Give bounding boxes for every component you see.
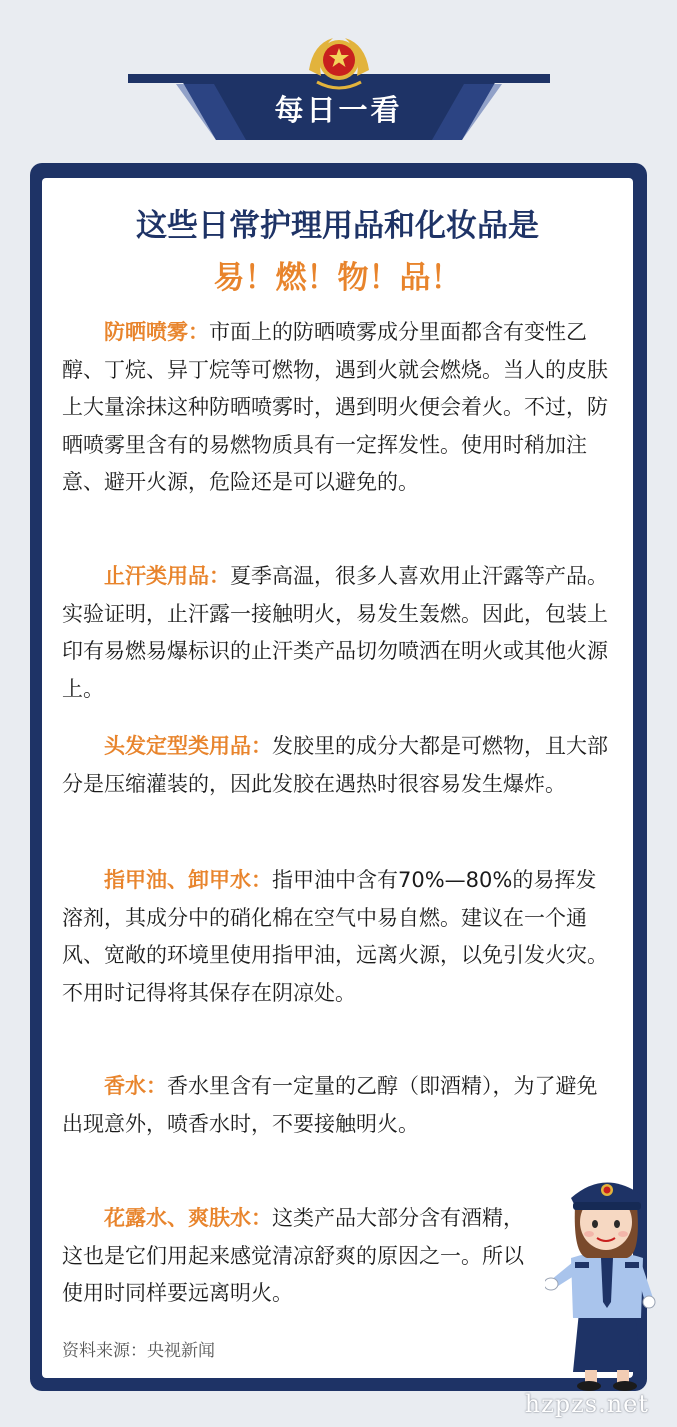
- section-toner: [62, 1200, 538, 1313]
- section-text: 发胶里的成分大都是可燃物，且大部分是压缩灌装的，因此发胶在遇热时很容易发生爆炸。: [62, 734, 608, 796]
- section-text: 指甲油中含有70%—80%的易挥发溶剂，其成分中的硝化棉在空气中易自燃。建议在一个通风、宽敞的环境里使用指甲油，远离火源，以免引发火灾。不用时记得将其保存在阴凉处。: [62, 868, 608, 1005]
- section-hair-styling: [62, 728, 614, 803]
- banner-title: 每日一看: [274, 93, 403, 127]
- section-keyword: 香水：: [104, 1074, 167, 1098]
- section-nail-polish: [62, 862, 614, 1012]
- section-keyword: 止汗类用品：: [104, 564, 230, 588]
- article-subheadline: 易！燃！物！品！: [213, 260, 462, 296]
- section-keyword: 花露水、爽肤水：: [104, 1206, 272, 1230]
- section-sunscreen-spray: [62, 314, 614, 502]
- article-headline: 这些日常护理用品和化妆品是: [136, 208, 539, 244]
- source-note: 资料来源：央视新闻: [62, 1341, 215, 1361]
- section-keyword: 头发定型类用品：: [104, 734, 272, 758]
- section-keyword: 指甲油、卸甲水：: [104, 868, 272, 892]
- section-text: 市面上的防晒喷雾成分里面都含有变性乙醇、丁烷、异丁烷等可燃物，遇到火就会燃烧。当人的皮肤上大量涂抹这种防晒喷雾时，遇到明火便会着火。不过，防晒喷雾里含有的易燃物质具有一定挥发性。使用时稍加注意、避开火源，危险还是可以避免的。: [62, 320, 608, 494]
- section-text: 这类产品大部分含有酒精，这也是它们用起来感觉清凉舒爽的原因之一。所以使用时同样要远离明火。: [62, 1206, 524, 1305]
- police-emblem-icon: [303, 30, 375, 94]
- section-perfume: [62, 1068, 614, 1143]
- section-keyword: 防晒喷雾：: [104, 320, 209, 344]
- section-text: 香水里含有一定量的乙醇（即酒精），为了避免出现意外，喷香水时，不要接触明火。: [62, 1074, 598, 1136]
- site-watermark: hzpzs.net: [524, 1390, 649, 1418]
- police-officer-illustration: [545, 1162, 667, 1394]
- section-antiperspirant: [62, 558, 614, 708]
- section-text: 夏季高温，很多人喜欢用止汗露等产品。实验证明，止汗露一接触明火，易发生轰燃。因此，包装上印有易燃易爆标识的止汗类产品切勿喷洒在明火或其他火源上。: [62, 564, 608, 701]
